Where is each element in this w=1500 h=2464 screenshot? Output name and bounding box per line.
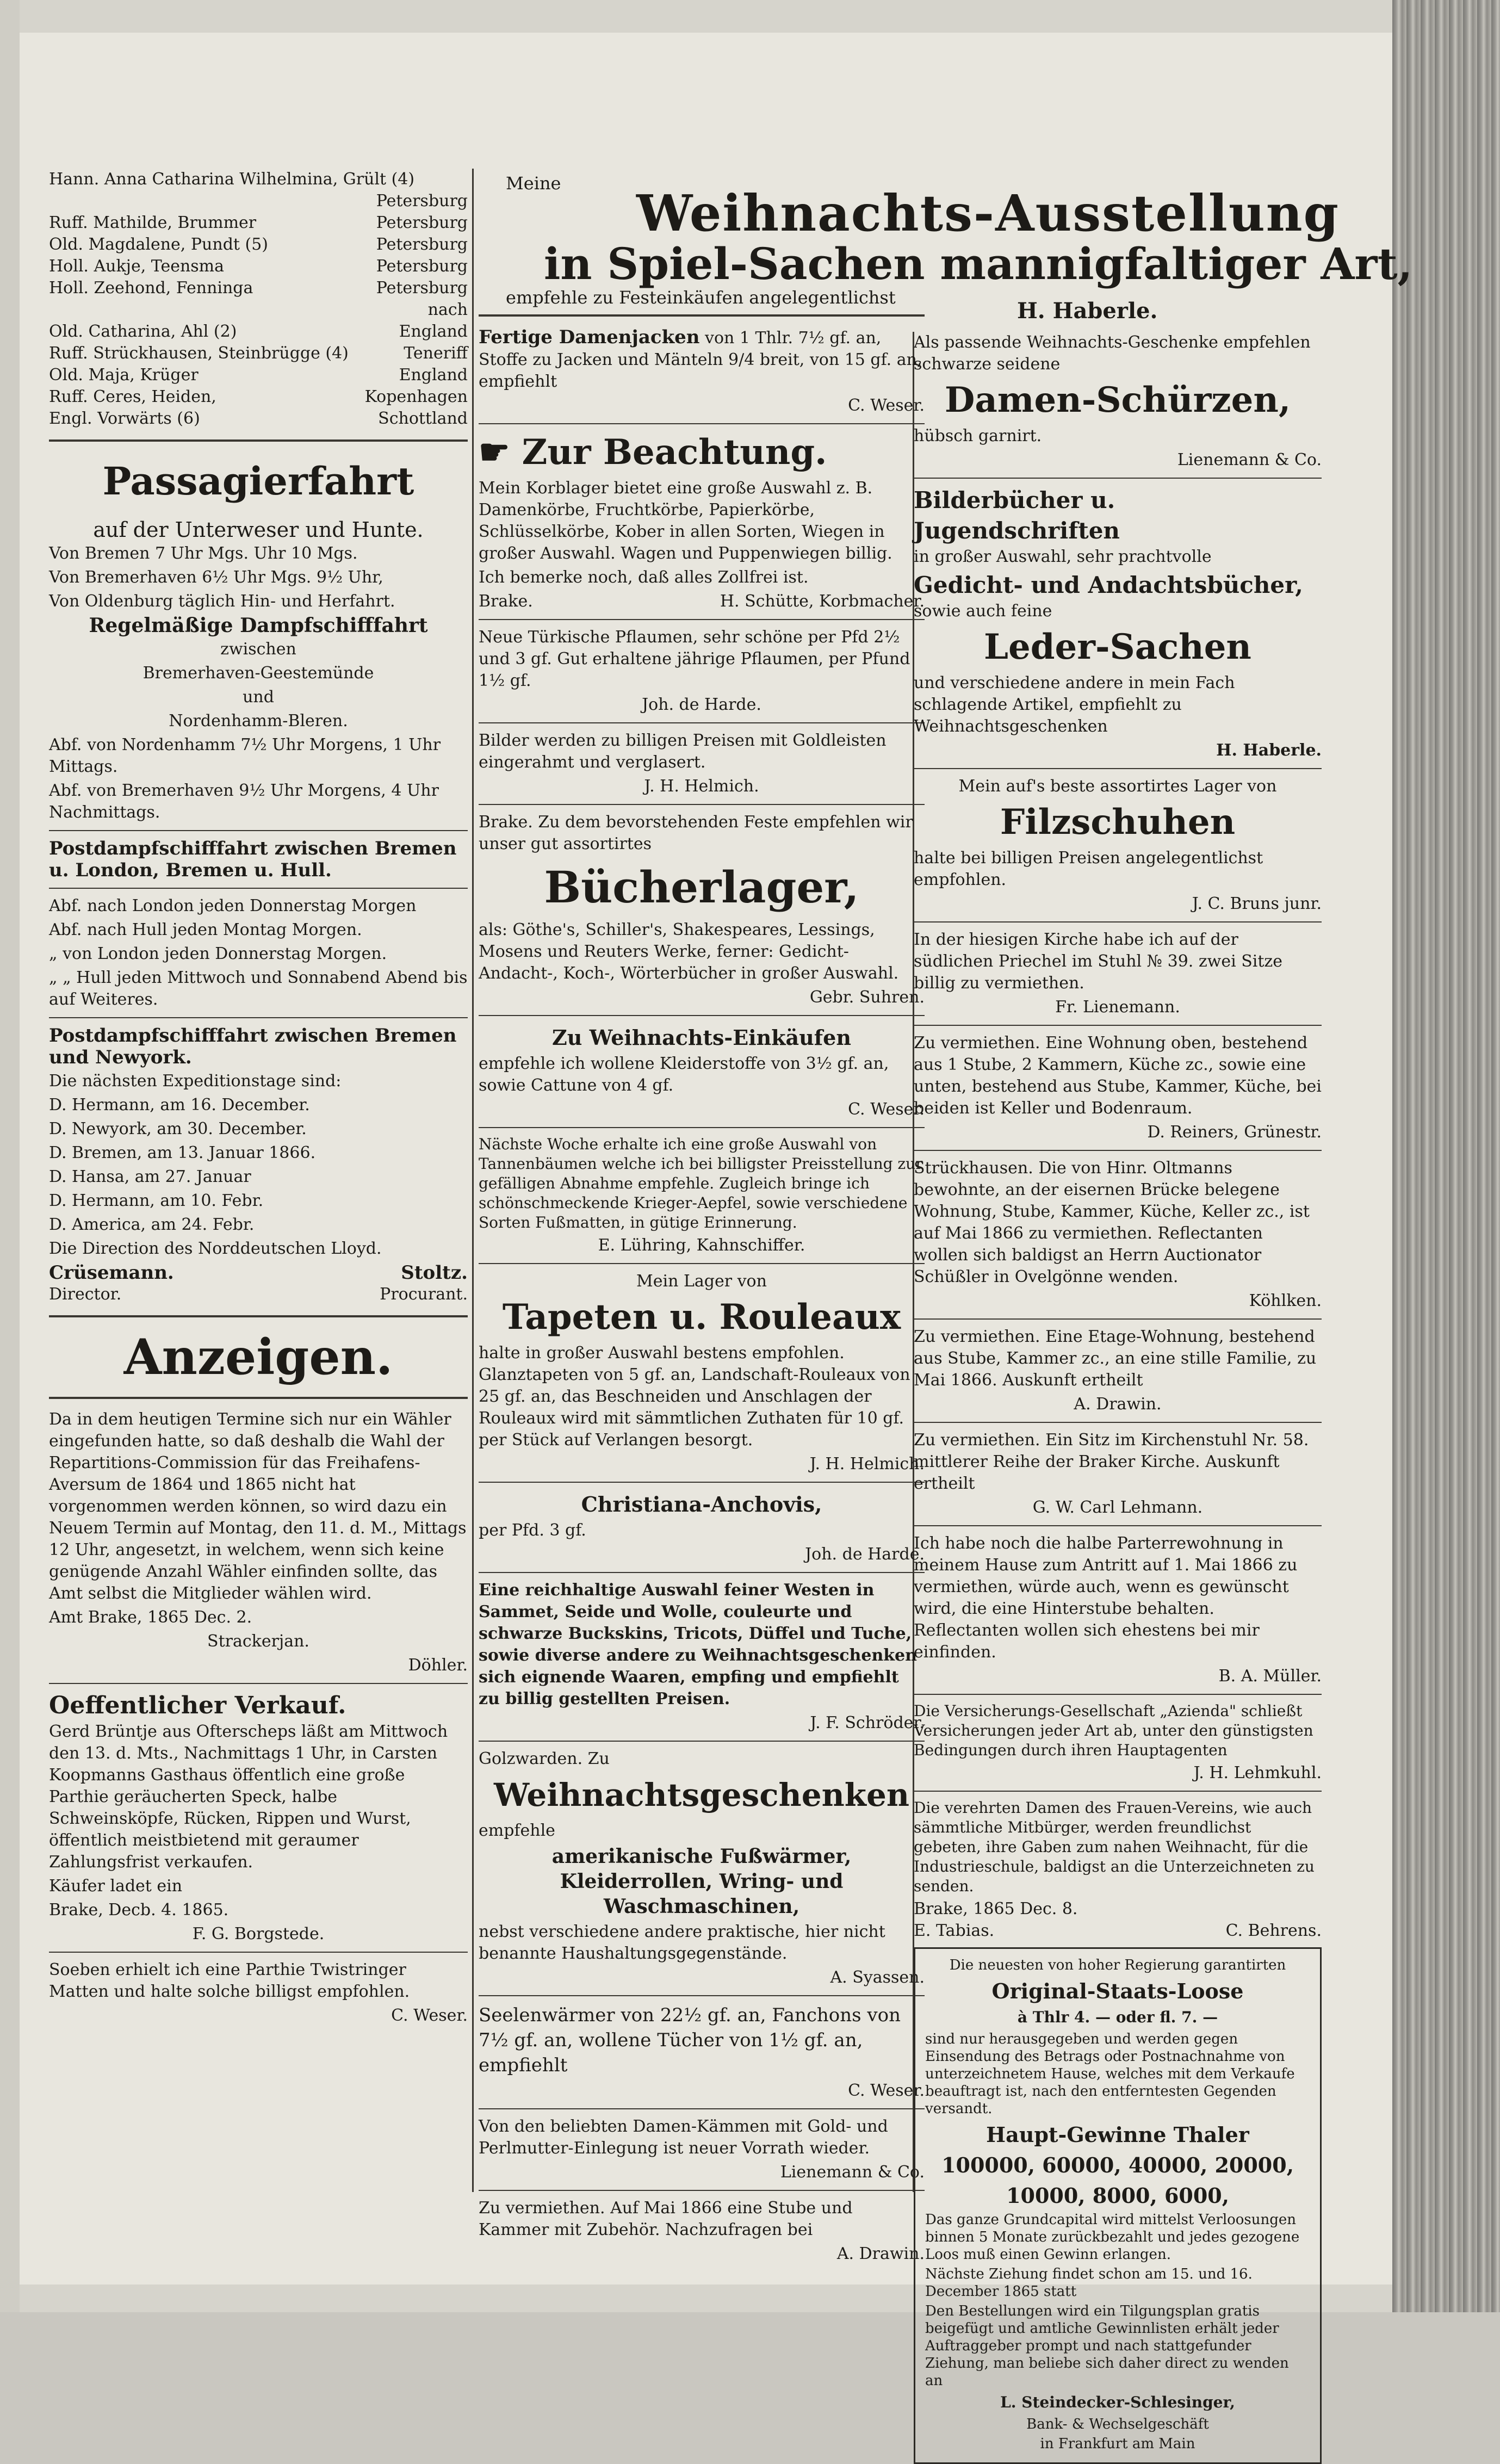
post1-title: Postdampfschifffahrt zwischen Bremen u. London, Bremen u. Hull. <box>49 838 457 881</box>
rule <box>914 478 1322 479</box>
ship-destination: Teneriff <box>404 344 468 363</box>
rule <box>914 1525 1322 1526</box>
attention-text-2: Ich bemerke noch, daß alles Zollfrei ist. <box>479 568 809 587</box>
rule <box>914 1150 1322 1151</box>
warmer-text: Seelenwärmer von 22½ gf. an, Fanchons von 7½ gf. an, wollene Tücher von 1½ gf. an, empfiehlt <box>479 2004 901 2076</box>
lottery-t1: Die neuesten von hoher Regierung garantirten <box>949 1957 1286 1973</box>
trees-sign: E. Lühring, Kahnschiffer. <box>598 1236 805 1255</box>
ship-destination: Petersburg <box>376 257 468 276</box>
ship-destination: Petersburg <box>376 191 468 211</box>
rule <box>479 722 925 723</box>
rule <box>49 439 468 442</box>
book-edge <box>1392 0 1500 2312</box>
ship-name: Ruff. Ceres, Heiden, <box>49 387 216 406</box>
ship-destination: Petersburg <box>376 278 468 298</box>
anchovy-sign: Joh. de Harde. <box>805 1545 925 1564</box>
ads-sign-1: Strackerjan. <box>207 1632 309 1651</box>
rule <box>49 1683 468 1684</box>
text-line: D. Hermann, am 10. Febr. <box>49 1191 264 1210</box>
aprons-text: hübsch garnirt. <box>914 426 1042 445</box>
header-line-1: Weihnachts-Ausstellung <box>636 184 1340 243</box>
rule <box>914 1025 1322 1026</box>
insurance-sign: J. H. Lehmkuhl. <box>1193 1763 1322 1782</box>
ads-text: Da in dem heutigen Termine sich nur ein Wähler eingefunden hatte, so daß deshalb die Wahl der Repartitions-Commission für das Freihafens-Aversum de 1864 und 1865 nicht hat vorgenommen werden können, so wird dazu ein Neuem Termin auf Montag, den 11. d. M., Mittags 12 Uhr, angesetzt, in welchem, wenn sich keine genügende Anzahl Wähler einfinden sollte, das Amt selbst die Mitglieder wählen wird. <box>49 1410 467 1603</box>
text-line: und <box>243 688 274 707</box>
passage-sub: auf der Unterweser und Hunte. <box>93 518 424 542</box>
sign-left-2: Director. <box>49 1285 122 1304</box>
books2-title: Bilderbücher u. Jugendschriften <box>914 487 1120 544</box>
rule <box>479 2108 925 2109</box>
matten-text: Soeben erhielt ich eine Parthie Twistringer Matten und halte solche billigst empfohlen. <box>49 1960 410 2001</box>
ship-row <box>49 364 468 386</box>
vests-text: Eine reichhaltige Auswahl feiner Westen in Sammet, Seide und Wolle, couleurte und schwarze Buckskins, Tricots, Düffel und Tuche, sowie diverse andere zu Weihnachtsgeschenken sich eignende Waaren, empfing und empfiehlt zu billig gestellten Preisen. <box>479 1581 917 1708</box>
left-margin <box>0 0 20 2312</box>
header-line-2: in Spiel-Sachen mannigfaltiger Art, <box>544 238 1413 289</box>
lottery-sign-2: Bank- & Wechselgeschäft <box>1026 2416 1209 2432</box>
books2-t2: sowie auch feine <box>914 602 1052 621</box>
insurance-text: Die Versicherungs-Gesellschaft „Azienda" schließt Versicherungen jeder Art ab, unter den günstigsten Bedingungen durch ihren Hauptagenten <box>914 1702 1313 1759</box>
trees-text: Nächste Woche erhalte ich eine große Auswahl von Tannenbäumen welche ich bei billigster Preisstellung zur gefälligen Abnahme empfehle. Zugleich bringe ich schönschmeckende Krieger-Aepfel, sowie verschiedene Sorten Fußmatten, in gütige Erinnerung. <box>479 1135 923 1231</box>
women-place: Brake, 1865 Dec. 8. <box>914 1899 1078 1918</box>
matten-sign: C. Weser. <box>391 2006 468 2025</box>
text-line: Nordenhamm-Bleren. <box>169 711 348 730</box>
aprons-sign: Lienemann & Co. <box>1177 450 1322 469</box>
ads-sign-2: Döhler. <box>408 1656 468 1675</box>
pictures-sign: J. H. Helmich. <box>644 777 759 796</box>
ship-row <box>49 299 468 321</box>
books-title: Bücherlager, <box>544 862 859 913</box>
text-line: Von Bremerhaven 6½ Uhr Mgs. 9½ Uhr, <box>49 568 383 587</box>
flat-sign: D. Reiners, Grünestr. <box>1147 1123 1322 1142</box>
post1-lines <box>49 895 468 1011</box>
text-line: D. Hermann, am 16. December. <box>49 1095 310 1115</box>
text-line: D. America, am 24. Febr. <box>49 1215 255 1234</box>
books2-title-2: Gedicht- und Andachtsbücher, <box>914 572 1303 598</box>
christmas-text: empfehle ich wollene Kleiderstoffe von 3½ gf. an, sowie Cattune von 4 gf. <box>479 1054 889 1095</box>
plums-text: Neue Türkische Pflaumen, sehr schöne per Pfd 2½ und 3 gf. Gut erhaltene jährige Pflaumen, per Pfund 1½ gf. <box>479 628 910 690</box>
text-line: „ von London jeden Donnerstag Morgen. <box>49 944 387 963</box>
str-sign: Köhlken. <box>1249 1291 1322 1310</box>
lottery-nums: 100000, 60000, 40000, 20000, 10000, 8000, 6000, <box>941 2153 1294 2208</box>
rule <box>49 1017 468 1018</box>
lottery-t6: Den Bestellungen wird ein Tilgungsplan gratis beigefügt und amtliche Gewinnlisten erhält jeder Auftraggeber prompt und nach stattgefunder Ziehung, man beliebe sich daher direct zu wenden an <box>925 2303 1289 2389</box>
text-line: Die Direction des Norddeutschen Lloyd. <box>49 1239 382 1258</box>
ship-row <box>49 190 468 212</box>
text-line: Bremerhaven-Geestemünde <box>142 664 374 683</box>
floor-text: Zu vermiethen. Eine Etage-Wohnung, bestehend aus Stube, Kammer zc., an eine stille Familie, zu Mai 1866. Auskunft ertheilt <box>914 1327 1317 1390</box>
attention-text: Mein Korblager bietet eine große Auswahl z. B. Damenkörbe, Fruchtkörbe, Papierkörbe, Schlüsselkörbe, Kober in allen Sorten, Wiegen in großer Auswahl. Wagen und Puppenwiegen billig. <box>479 479 892 563</box>
pew-text: In der hiesigen Kirche habe ich auf der südlichen Priechel im Stuhl № 39. zwei Sitze billig zu vermiethen. <box>914 930 1282 993</box>
ship-name: Ruff. Mathilde, Brummer <box>49 213 257 232</box>
felt-text: halte bei billigen Preisen angelegentlichst empfohlen. <box>914 849 1263 889</box>
post2-title: Postdampfschifffahrt zwischen Bremen und Newyork. <box>49 1025 457 1068</box>
books-text: als: Göthe's, Schiller's, Shakespeares, Lessings, Mosens und Reuters Werke, ferner: Gedicht-Andacht-, Koch-, Wörterbücher in großer Auswahl. <box>479 920 899 983</box>
books2-t1: in großer Auswahl, sehr prachtvolle <box>914 547 1212 566</box>
rule <box>914 1422 1322 1423</box>
ship-row <box>49 321 468 343</box>
anchovy-text: per Pfd. 3 gf. <box>479 1521 586 1540</box>
lottery-title: Original-Staats-Loose <box>991 1979 1244 2003</box>
ship-name: Engl. Vorwärts (6) <box>49 409 200 428</box>
lottery-sign: L. Steindecker-Schlesinger, <box>1000 2393 1235 2411</box>
text-line: D. Bremen, am 13. Januar 1866. <box>49 1143 316 1162</box>
books2-sign: H. Haberle. <box>1216 741 1322 760</box>
gifts-text-3: nebst verschiedene andere praktische, hier nicht benannte Haushaltungsgegenstände. <box>479 1922 885 1963</box>
ship-list <box>49 169 468 430</box>
ship-destination: Petersburg <box>376 213 468 232</box>
sale-sign: F. G. Borgstede. <box>192 1924 325 1943</box>
ship-name: Ruff. Strückhausen, Steinbrügge (4) <box>49 344 349 363</box>
text-line: Von Oldenburg täglich Hin- und Herfahrt. <box>49 592 395 611</box>
aprons-title: Damen-Schürzen, <box>944 380 1291 420</box>
text-line: Von Bremen 7 Uhr Mgs. Uhr 10 Mgs. <box>49 544 358 563</box>
rule <box>479 1127 925 1128</box>
ship-destination: Petersburg <box>376 235 468 254</box>
text-line: Die nächsten Expeditionstage sind: <box>49 1072 342 1091</box>
attention-sign: H. Schütte, Korbmacher. <box>720 592 925 611</box>
ship-row <box>49 277 468 299</box>
sale-place: Brake, Decb. 4. 1865. <box>49 1900 229 1920</box>
plums-sign: Joh. de Harde. <box>642 695 761 714</box>
text-line: zwischen <box>220 640 296 659</box>
christmas-sign: C. Weser. <box>848 1100 925 1119</box>
text-line: „ „ Hull jeden Mittwoch und Sonnabend Abend bis auf Weiteres. <box>49 968 468 1009</box>
felt-sign: J. C. Bruns junr. <box>1192 894 1322 913</box>
christmas-title: Zu Weihnachts-Einkäufen <box>552 1025 851 1050</box>
ship-name: Old. Magdalene, Pundt (5) <box>49 235 268 254</box>
text-line: D. Hansa, am 27. Januar <box>49 1167 251 1186</box>
rule <box>479 423 925 424</box>
vests-sign: J. F. Schröder. <box>810 1713 925 1732</box>
ship-destination: England <box>399 322 468 341</box>
ship-name: Holl. Aukje, Teensma <box>49 257 225 276</box>
ship-name: Hann. Anna Catharina Wilhelmina, Grült (4) <box>49 170 415 189</box>
women-text: Die verehrten Damen des Frauen-Vereins, wie auch sämmtliche Mitbürger, werden freundlichst gebeten, ihre Gaben zum nahen Weihnacht, für die Industrieschule, baldigst an die Unterzeichneten zu senden. <box>914 1799 1315 1895</box>
depart-1: Abf. von Nordenhamm 7½ Uhr Morgens, 1 Uhr Mittags. <box>49 735 441 776</box>
rule <box>479 2190 925 2191</box>
rule <box>49 1952 468 1953</box>
header-meine: Meine <box>506 173 561 194</box>
rule <box>479 1015 925 1016</box>
column-divider <box>472 169 474 2192</box>
lottery-t5: Nächste Ziehung findet schon am 15. und 16. December 1865 statt <box>925 2266 1253 2300</box>
ship-name: Old. Catharina, Ahl (2) <box>49 322 237 341</box>
flat-text: Zu vermiethen. Eine Wohnung oben, bestehend aus 1 Stube, 2 Kammern, Küche zc., sowie eine unten, bestehend aus Stube, Kammer, Küche, bei beiden ist Keller und Bodenraum. <box>914 1033 1322 1118</box>
lottery-sign-3: in Frankfurt am Main <box>1040 2436 1195 2452</box>
ship-row <box>49 343 468 364</box>
rule <box>49 1315 468 1317</box>
column-2 <box>479 305 925 2263</box>
ship-destination: England <box>399 366 468 385</box>
top-margin <box>0 0 1392 33</box>
books2-title-3: Leder-Sachen <box>984 627 1251 667</box>
regular-title: Regelmäßige Dampfschifffahrt <box>89 614 428 637</box>
ads-place: Amt Brake, 1865 Dec. 2. <box>49 1608 252 1627</box>
ship-row <box>49 234 468 256</box>
str-text: Strückhausen. Die von Hinr. Oltmanns bewohnte, an der eisernen Brücke belegene Wohnung, Stube, Kammer, Küche, Keller zc., ist auf Mai 1866 zu vermiethen. Reflectanten wollen sich baldigst an Herrn Auctionator Schüßler in Ovelgönne wenden. <box>914 1159 1310 1286</box>
gifts-sign: A. Syassen. <box>830 1968 925 1987</box>
felt-title: Filzschuhen <box>1000 802 1236 843</box>
rule <box>479 804 925 805</box>
rule <box>49 830 468 831</box>
church-sign: G. W. Carl Lehmann. <box>1032 1498 1203 1517</box>
books2-t3: und verschiedene andere in mein Fach schlagende Artikel, empfiehlt zu Weihnachtsgeschenken <box>914 673 1235 736</box>
rule <box>479 1572 925 1573</box>
post2-lines <box>49 1070 468 1260</box>
rule <box>49 888 468 889</box>
combs-text: Von den beliebten Damen-Kämmen mit Gold- und Perlmutter-Einlegung ist neuer Vorrath wieder. <box>479 2117 888 2158</box>
sign-right-2: Procurant. <box>380 1285 468 1304</box>
lottery-title-2: Haupt-Gewinne Thaler <box>986 2122 1249 2147</box>
rule <box>914 921 1322 923</box>
lottery-t2: à Thlr 4. — oder fl. 7. — <box>1017 2008 1218 2026</box>
ship-row <box>49 212 468 234</box>
aprons-intro: Als passende Weihnachts-Geschenke empfehlen schwarze seidene <box>914 333 1311 374</box>
text-line: Abf. nach London jeden Donnerstag Morgen <box>49 896 417 915</box>
header-line-3: empfehle zu Festeinkäufen angelegentlichst <box>506 287 896 308</box>
jackets-text: von 1 Thlr. 7½ gf. an, Stoffe zu Jacken und Mänteln 9/4 breit, von 15 gf. an, empfiehlt <box>479 329 922 391</box>
church-text: Zu vermiethen. Ein Sitz im Kirchenstuhl Nr. 58. mittlerer Reihe der Braker Kirche. Auskunft ertheilt <box>914 1431 1309 1493</box>
text-line: Abf. nach Hull jeden Montag Morgen. <box>49 920 362 939</box>
sign-left: Crüsemann. <box>49 1262 174 1284</box>
ship-destination: Schottland <box>378 409 468 428</box>
jackets-title: Fertige Damenjacken <box>479 326 700 348</box>
sign-right: Stoltz. <box>401 1262 468 1284</box>
sale-text: Gerd Brüntje aus Ofterscheps läßt am Mittwoch den 13. d. Mts., Nachmittags 1 Uhr, in Carsten Koopmanns Gasthaus öffentlich eine große Parthie geräucherten Speck, halbe Schweinsköpfe, Rücken, Rippen und Wurst, öffentlich meistbietend mit geraumer Zahlungsfrist verkaufen. <box>49 1722 448 1872</box>
rule <box>914 1694 1322 1695</box>
depart-2: Abf. von Bremerhaven 9½ Uhr Morgens, 4 Uhr Nachmittags. <box>49 781 439 822</box>
passage-title: Passagierfahrt <box>102 459 414 504</box>
ship-name: Holl. Zeehond, Fenninga <box>49 278 253 298</box>
rule <box>479 314 925 317</box>
lottery-box <box>914 1947 1322 2464</box>
passage-lines <box>49 543 468 612</box>
rule <box>479 619 925 620</box>
wallpaper-text: halte in großer Auswahl bestens empfohlen. Glanztapeten von 5 gf. an, Landschaft-Rouleaux von 25 gf. an, das Beschneiden und Anschlagen der Rouleaux wird mit sämmtlichen Zuthaten für 10 gf. per Stück auf Verlangen besorgt. <box>479 1344 910 1450</box>
sale-k: Käufer ladet ein <box>49 1877 183 1896</box>
header-sign: H. Haberle. <box>1017 298 1158 324</box>
rent-sign: A. Drawin. <box>836 2244 925 2263</box>
books-sign: Gebr. Suhren. <box>809 988 925 1007</box>
rule <box>914 1791 1322 1792</box>
gifts-place: Golzwarden. Zu <box>479 1749 610 1768</box>
jackets-sign: C. Weser. <box>848 396 925 415</box>
gifts-text-2: amerikanische Fußwärmer, Kleiderrollen, Wring- und Waschmaschinen, <box>551 1845 852 1918</box>
wallpaper-title: Tapeten u. Rouleaux <box>502 1297 901 1338</box>
ship-row <box>49 169 468 190</box>
pew-sign: Fr. Lienemann. <box>1055 998 1180 1017</box>
lottery-t4: Das ganze Grundcapital wird mittelst Verloosungen binnen 5 Monate zurückbezahlt und jedes gezogene Loos muß einen Gewinn erlangen. <box>925 2212 1300 2263</box>
rule <box>914 768 1322 769</box>
wallpaper-sign: J. H. Helmich. <box>809 1454 925 1474</box>
rent-text: Zu vermiethen. Auf Mai 1866 eine Stube und Kammer mit Zubehör. Nachzufragen bei <box>479 2199 853 2239</box>
rule <box>479 1995 925 1996</box>
women-sign-2: C. Behrens. <box>1225 1921 1322 1940</box>
lottery-t3: sind nur herausgegeben und werden gegen Einsendung des Betrags oder Postnachnahme von unterzeichnetem Hause, welches mit dem Verkaufe beauftragt ist, nach den entferntesten Gegenden versandt. <box>925 2031 1295 2117</box>
rule <box>479 1482 925 1483</box>
text-line: D. Newyork, am 30. December. <box>49 1119 307 1138</box>
regular-lines <box>49 639 468 732</box>
books-intro: Brake. Zu dem bevorstehenden Feste empfehlen wir unser gut assortirtes <box>479 813 913 853</box>
rule <box>914 1318 1322 1320</box>
column-3 <box>914 332 1322 2452</box>
gifts-title: Weihnachtsgeschenken <box>493 1776 910 1813</box>
rule <box>479 1263 925 1264</box>
ads-title: Anzeigen. <box>123 1328 393 1386</box>
parterre-text: Ich habe noch die halbe Parterrewohnung in meinem Hause zum Antritt auf 1. Mai 1866 zu vermiethen, würde auch, wenn es gewünscht wird, die eine Hinterstube behalten. Reflectanten wollen sich ehestens bei mir einfinden. <box>914 1534 1298 1662</box>
anchovy-title: Christiana-Anchovis, <box>581 1492 822 1516</box>
ship-row <box>49 408 468 430</box>
ship-row <box>49 386 468 408</box>
attention-place: Brake. <box>479 592 533 611</box>
ship-destination: nach <box>427 300 468 319</box>
wallpaper-intro: Mein Lager von <box>636 1272 767 1291</box>
parterre-sign: B. A. Müller. <box>1218 1667 1322 1686</box>
women-sign-1: E. Tabias. <box>914 1921 995 1940</box>
ship-destination: Kopenhagen <box>364 387 468 406</box>
rule <box>479 1741 925 1742</box>
ship-row <box>49 256 468 277</box>
rule <box>49 1397 468 1399</box>
combs-sign: Lienemann & Co. <box>780 2163 925 2182</box>
gifts-text-1: empfehle <box>479 1821 555 1840</box>
sale-title: Oeffentlicher Verkauf. <box>49 1692 346 1719</box>
ship-name: Old. Maja, Krüger <box>49 366 199 385</box>
floor-sign: A. Drawin. <box>1074 1395 1162 1414</box>
warmer-sign: C. Weser. <box>848 2081 925 2100</box>
felt-intro: Mein auf's beste assortirtes Lager von <box>958 777 1277 796</box>
attention-title: ☛ Zur Beachtung. <box>479 432 827 473</box>
column-1 <box>49 169 468 2220</box>
pictures-text: Bilder werden zu billigen Preisen mit Goldleisten eingerahmt und verglasert. <box>479 731 887 772</box>
